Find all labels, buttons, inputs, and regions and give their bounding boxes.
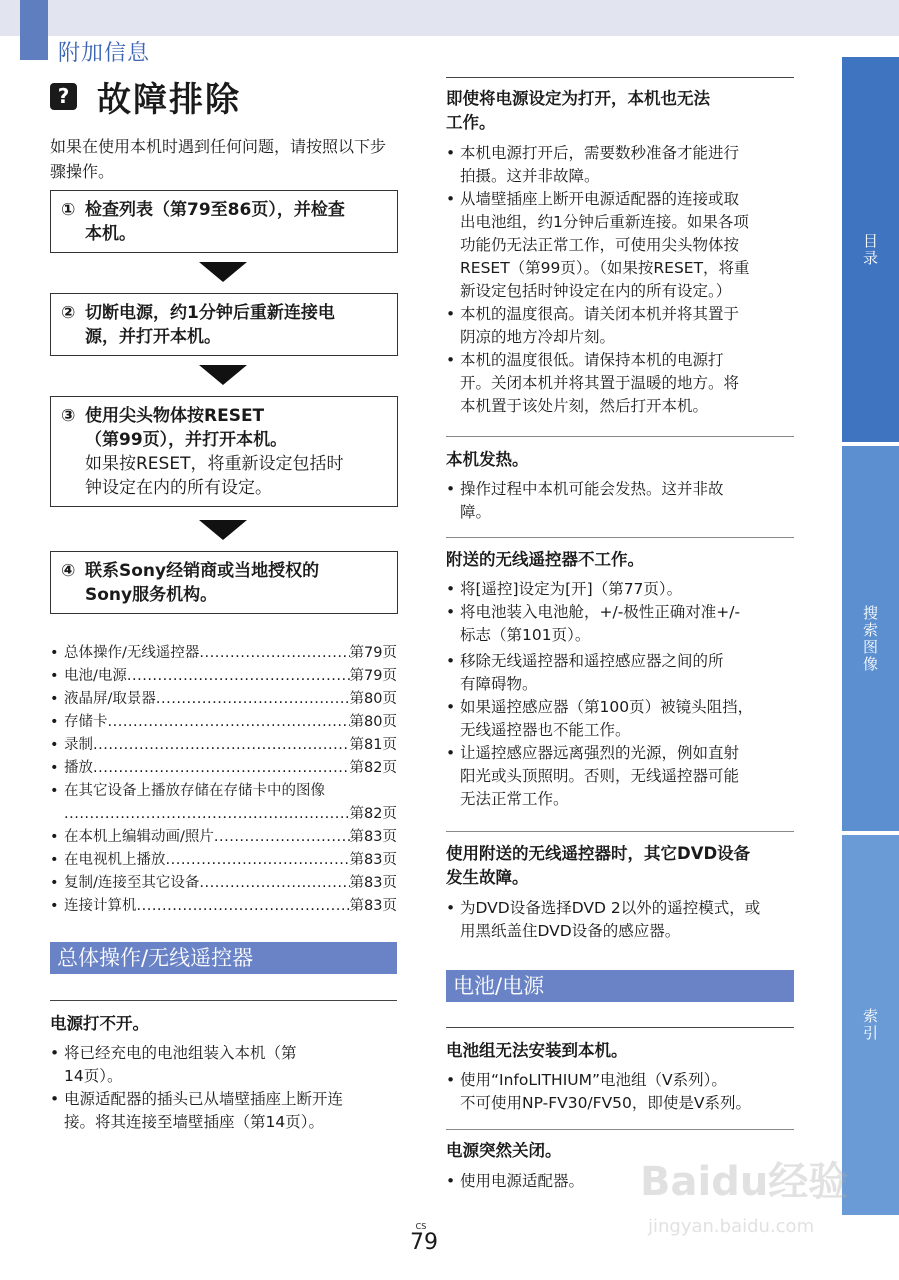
divider	[446, 831, 794, 832]
toc-item[interactable]: • 存储卡 ..... 第80页	[50, 711, 397, 734]
answer-text: RESET（第99页）。（如果按RESET，将重	[460, 259, 750, 277]
toc-page: 第83页	[349, 875, 397, 891]
answer-text: 阴凉的地方冷却片刻。	[460, 328, 616, 346]
answer-text: 如果遥控感应器（第100页）被镜头阻挡，	[460, 698, 754, 716]
toc-label: 复制/连接至其它设备	[64, 875, 200, 891]
toc-page: 第80页	[349, 691, 397, 707]
toc-item[interactable]: • 在本机上编辑动画/照片 ..... 第83页	[50, 826, 397, 849]
question-heading: 本机发热。	[446, 450, 529, 469]
answer-text: 移除无线遥控器和遥控感应器之间的所	[460, 652, 724, 670]
step-text: 本机。	[85, 224, 136, 244]
question-heading: 电池组无法安装到本机。	[446, 1041, 628, 1060]
tab-label: 搜索图像	[861, 604, 879, 673]
answer-text: 操作过程中本机可能会发热。这并非故	[460, 480, 724, 498]
answer-text: 本机的温度很低。请保持本机的电源打	[460, 351, 724, 369]
question-heading: 电源突然关闭。	[446, 1141, 562, 1160]
answer-list: • 使用电源适配器。	[446, 1170, 794, 1193]
answer-list: • 将已经充电的电池组装入本机（第 14页）。 • 电源适配器的插头已从墙壁插座上断开连 接。将其连接至墙壁插座（第14页）。	[50, 1042, 397, 1134]
toc-page: 第83页	[349, 852, 397, 868]
toc-label: 存储卡	[64, 714, 108, 730]
toc-label: 电池/电源	[64, 668, 127, 684]
answer-text: 本机电源打开后，需要数秒准备才能进行	[460, 144, 740, 162]
toc-item[interactable]: • 连接计算机 ..... 第83页	[50, 895, 397, 918]
toc-label: 在电视机上播放	[64, 852, 166, 868]
page-title-text: 故障排除	[97, 80, 241, 120]
toc-label: 连接计算机	[64, 898, 137, 914]
answer-text: 将电池装入电池舱，+/-极性正确对准+/-	[460, 603, 741, 621]
step-number: ②	[61, 303, 76, 323]
answer-text: 新设定包括时钟设定在内的所有设定。）	[460, 282, 732, 300]
tab-search-images[interactable]	[842, 446, 899, 831]
toc-item[interactable]: • 电池/电源 ..... 第79页	[50, 665, 397, 688]
answer-text: 有障碍物。	[460, 675, 538, 693]
tab-toc[interactable]	[842, 57, 899, 442]
language-code: CS	[415, 1222, 427, 1231]
toc-page: 第79页	[349, 645, 397, 661]
answer-text: 出电池组，约1分钟后重新连接。如果各项	[460, 213, 749, 231]
question-heading-line: 发生故障。	[446, 868, 529, 887]
answer-text: 本机的温度很高。请关闭本机并将其置于	[460, 305, 740, 323]
toc-item[interactable]: • 录制 ..... 第81页	[50, 734, 397, 757]
step-number: ④	[61, 561, 76, 581]
question-heading	[446, 842, 750, 890]
toc-page: 第80页	[349, 714, 397, 730]
step-3-box	[50, 396, 398, 507]
step-text: 源，并打开本机。	[85, 327, 221, 347]
toc-item[interactable]: • 在其它设备上播放存储在存储卡中的图像	[50, 780, 397, 803]
answer-text: 接。将其连接至墙壁插座（第14页）。	[64, 1113, 324, 1131]
toc-page: 第83页	[349, 829, 397, 845]
toc-label: 在其它设备上播放存储在存储卡中的图像	[64, 783, 325, 799]
step-text: 切断电源，约1分钟后重新连接电	[85, 303, 335, 323]
intro-text: 如果在使用本机时遇到任何问题，请按照以下步骤操作。	[50, 137, 387, 181]
answer-text: 拍摄。这并非故障。	[460, 167, 600, 185]
divider	[446, 1129, 794, 1130]
toc-label: 录制	[64, 737, 93, 753]
toc-item[interactable]: • 液晶屏/取景器 ..... 第80页	[50, 688, 397, 711]
tab-label: 索引	[861, 1008, 879, 1042]
answer-text: 功能仍无法正常工作，可使用尖头物体按	[460, 236, 740, 254]
section-band-battery: 电池/电源	[446, 970, 794, 1002]
answer-text: 使用电源适配器。	[460, 1172, 585, 1190]
divider	[446, 1027, 794, 1028]
toc-page: 第82页	[349, 760, 397, 776]
answer-text: 让遥控感应器远离强烈的光源，例如直射	[460, 744, 740, 762]
answer-text: 障。	[460, 503, 492, 521]
divider	[446, 436, 794, 437]
answer-text: 标志（第101页）。	[460, 626, 591, 644]
divider	[446, 77, 794, 78]
step-text: 使用尖头物体按RESET	[85, 406, 265, 426]
answer-text: 用黑纸盖住DVD设备的感应器。	[460, 922, 681, 940]
step-note: 钟设定在内的所有设定。	[85, 478, 272, 498]
answer-text: 无线遥控器也不能工作。	[460, 721, 631, 739]
toc-list	[50, 642, 397, 918]
answer-list: • 使用“InfoLITHIUM”电池组（V系列）。 不可使用NP-FV30/FV50，即使是V系列。	[446, 1069, 794, 1115]
toc-page: 第79页	[349, 668, 397, 684]
answer-list: • 将[遥控]设定为[开]（第77页）。 • 将电池装入电池舱，+/-极性正确对准+/- 标志（第101页）。 • 移除无线遥控器和遥控感应器之间的所 有障碍物。 • 如果遥控感应器（第100页）被镜头阻挡， 无线遥控器也不能工作。 • 让遥控感应器远离强烈的光源，例如直射 阳光或头顶照明。否则，无线遥控器可能 无法正常工作。	[446, 578, 794, 811]
watermark	[640, 1150, 850, 1260]
toc-item[interactable]: • 播放 ..... 第82页	[50, 757, 397, 780]
answer-text: 将[遥控]设定为[开]（第77页）。	[460, 580, 683, 598]
divider	[446, 537, 794, 538]
step-note: 如果按RESET，将重新设定包括时	[85, 454, 344, 474]
question-icon: ?	[50, 83, 77, 110]
toc-label: 总体操作/无线遥控器	[64, 645, 200, 661]
toc-page: 第81页	[349, 737, 397, 753]
step-number: ①	[61, 200, 76, 220]
answer-list: • 为DVD设备选择DVD 2以外的遥控模式，或 用黑纸盖住DVD设备的感应器。	[446, 897, 794, 943]
answer-text: 为DVD设备选择DVD 2以外的遥控模式，或	[460, 899, 761, 917]
answer-list: • 操作过程中本机可能会发热。这并非故 障。	[446, 478, 794, 524]
tab-index[interactable]	[842, 835, 899, 1215]
answer-text: 无法正常工作。	[460, 790, 569, 808]
section-band-general: 总体操作/无线遥控器	[50, 942, 397, 974]
step-1-box	[50, 190, 398, 253]
answer-text: 阳光或头顶照明。否则，无线遥控器可能	[460, 767, 740, 785]
toc-page: 第83页	[349, 898, 397, 914]
question-heading-line: 即使将电源设定为打开，本机也无法	[446, 89, 710, 108]
header-accent-block	[20, 0, 48, 60]
question-heading	[446, 87, 710, 135]
step-text: （第99页），并打开本机。	[85, 430, 288, 450]
tab-label: 目录	[861, 232, 879, 267]
toc-item-continued[interactable]	[50, 803, 397, 826]
answer-text: 本机置于该处片刻，然后打开本机。	[460, 397, 709, 415]
question-heading-line: 工作。	[446, 113, 496, 132]
page-number-value: 79	[410, 1230, 438, 1255]
toc-item[interactable]: • 总体操作/无线遥控器 ..... 第79页	[50, 642, 397, 665]
answer-text: 电源适配器的插头已从墙壁插座上断开连	[64, 1090, 344, 1108]
step-2-box	[50, 293, 398, 356]
toc-label: 在本机上编辑动画/照片	[64, 829, 214, 845]
toc-item[interactable]: • 复制/连接至其它设备 ..... 第83页	[50, 872, 397, 895]
step-4-box	[50, 551, 398, 614]
answer-text: 14页）。	[64, 1067, 123, 1085]
watermark-logo: Baidu经验	[640, 1159, 849, 1205]
page-number	[410, 1222, 438, 1255]
toc-label: 播放	[64, 760, 93, 776]
down-arrow-icon	[199, 520, 247, 540]
step-text: 联系Sony经销商或当地授权的	[85, 561, 320, 581]
answer-text: 将已经充电的电池组装入本机（第	[64, 1044, 297, 1062]
toc-item[interactable]: • 在电视机上播放 ..... 第83页	[50, 849, 397, 872]
answer-text: 开。关闭本机并将其置于温暖的地方。将	[460, 374, 740, 392]
page-title	[50, 72, 241, 121]
down-arrow-icon	[199, 365, 247, 385]
down-arrow-icon	[199, 262, 247, 282]
step-text: 检查列表（第79至86页），并检查	[85, 200, 345, 220]
step-number: ③	[61, 406, 76, 426]
toc-label: 液晶屏/取景器	[64, 691, 156, 707]
question-heading: 电源打不开。	[50, 1014, 149, 1033]
step-text: Sony服务机构。	[85, 585, 218, 605]
question-heading: 附送的无线遥控器不工作。	[446, 550, 644, 569]
answer-list: • 本机电源打开后，需要数秒准备才能进行 拍摄。这并非故障。 • 从墙壁插座上断开电源适配器的连接或取 出电池组，约1分钟后重新连接。如果各项 功能仍无法正常工作，可使用尖头物体按 RESET（第99页）。（如果按RESET，将重 新设定包括时钟设定在内的所有设定。） • 本机的温度很高。请关闭本机并将其置于 阴凉的地方冷却片刻。 • 本机的温度很低。请保持本机的电源打 开。关闭本机并将其置于温暖的地方。将 本机置于该处片刻，然后打开本机。	[446, 142, 794, 418]
question-heading-line: 使用附送的无线遥控器时，其它DVD设备	[446, 844, 751, 863]
divider	[50, 1000, 397, 1001]
toc-page: 第82页	[349, 806, 397, 822]
section-title: 附加信息	[58, 41, 151, 66]
watermark-url: jingyan.baidu.com	[648, 1216, 815, 1237]
top-bar	[0, 0, 899, 36]
answer-text: 不可使用NP-FV30/FV50，即使是V系列。	[460, 1094, 752, 1112]
answer-text: 使用“InfoLITHIUM”电池组（V系列）。	[460, 1071, 727, 1089]
answer-text: 从墙壁插座上断开电源适配器的连接或取	[460, 190, 740, 208]
